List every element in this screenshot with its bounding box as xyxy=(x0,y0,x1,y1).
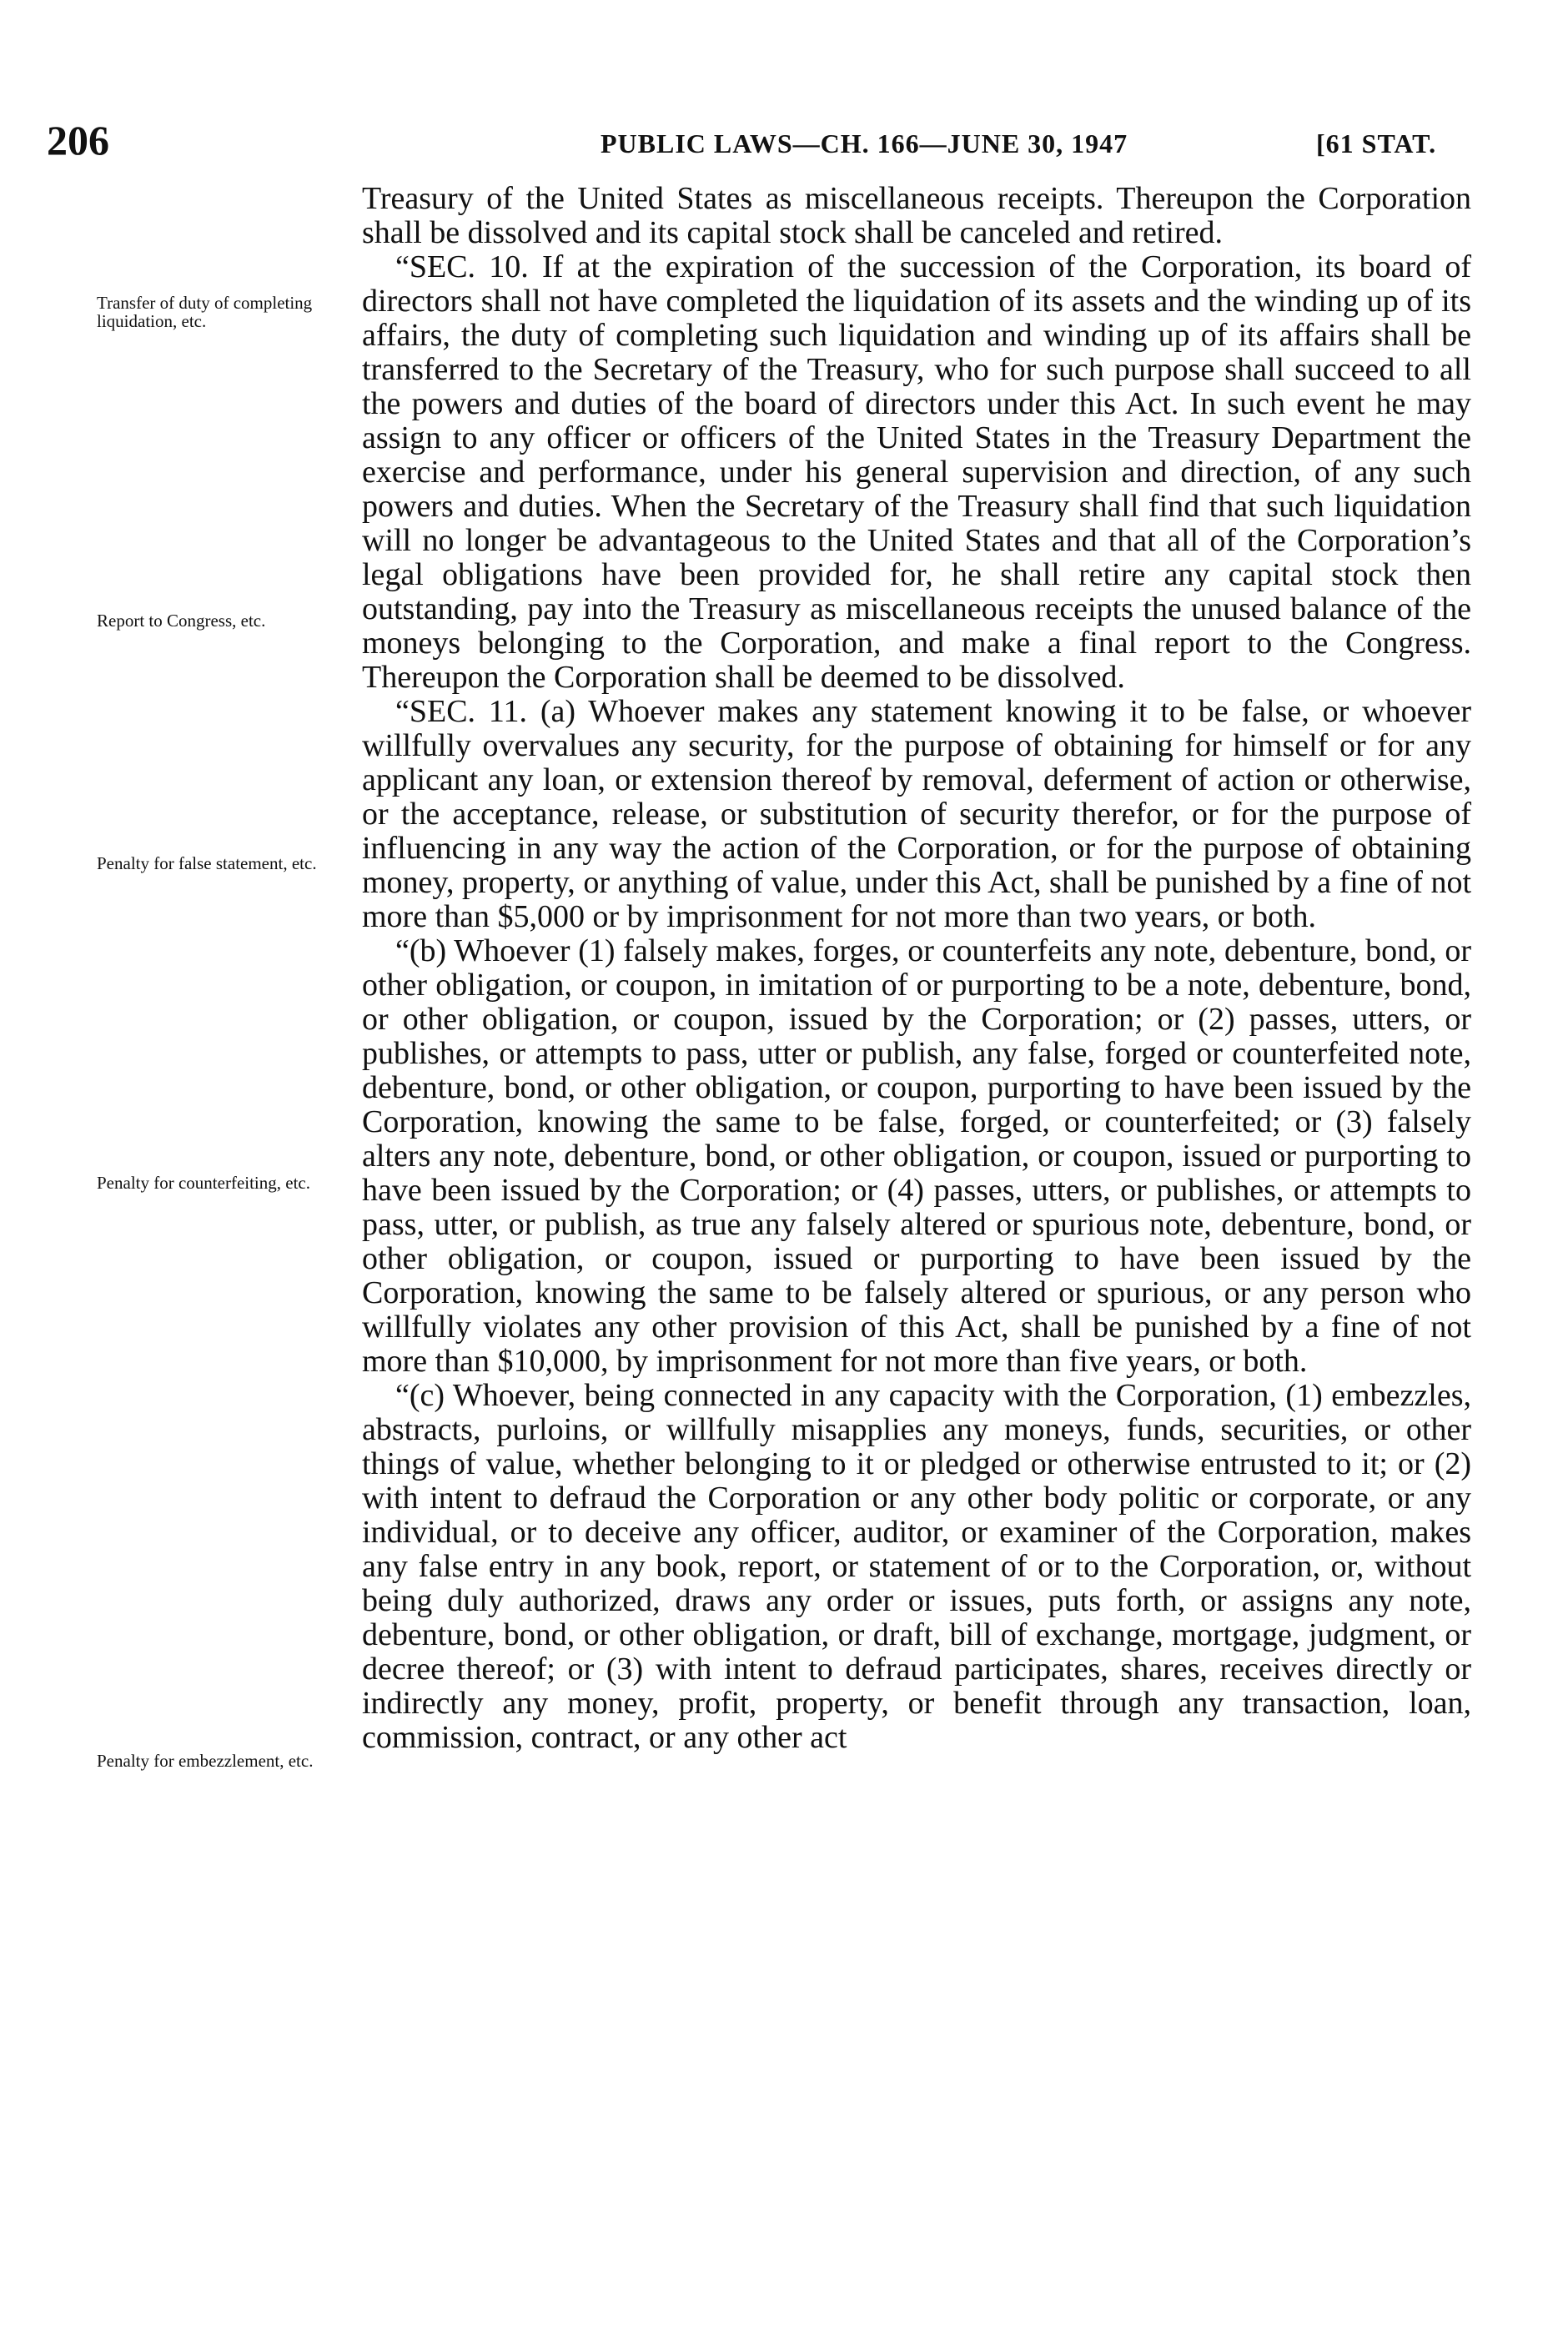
paragraph-sec-10: “SEC. 10. If at the expiration of the succession of the Corporation, its board of directors shall not have completed the liquidation of its assets and the winding up of its affairs, the duty of completing such liquidation and winding up of its affairs shall be transferred to the Secretary of the Treasury, who for such purpose shall succeed to all the powers and duties of the board of directors under this Act. In such event he may assign to any officer or officers of the United States in the Treasury Department the exercise and performance, under his general supervision and direction, of any such powers and duties. When the Secretary of the Treasury shall find that such liquidation will no longer be advantageous to the United States and that all of the Corporation’s legal obligations have been provided for, he shall retire any capital stock then outstanding, pay into the Treasury as miscellaneous receipts the unused balance of the moneys belonging to the Corporation, and make a final report to the Congress. Thereupon the Corporation shall be deemed to be dissolved. xyxy=(362,249,1471,695)
running-head-volume: [61 STAT. xyxy=(1316,128,1437,158)
running-head-title: PUBLIC LAWS—CH. 166—JUNE 30, 1947 xyxy=(601,128,1128,158)
margin-note-report-to-congress: Report to Congress, etc. xyxy=(97,611,266,631)
paragraph-sec-11-b: “(b) Whoever (1) falsely makes, forges, or counterfeits any note, debenture, bond, or other obligation, or coupon, in imitation of or purporting to be a note, debenture, bond, or other obligation, or coupon, issued by the Corporation; or (2) passes, utters, or publishes, or attempts to pass, utter or publish, any false, forged or counterfeited note, debenture, bond, or other obligation, or coupon, purporting to have been issued by the Corporation, knowing the same to be false, forged, or counterfeited; or (3) falsely alters any note, debenture, bond, or other obligation, or coupon, issued or purporting to have been issued by the Corporation; or (4) passes, utters, or publishes, or attempts to pass, utter, or publish, as true any falsely altered or spurious note, debenture, bond, or other obligation, or coupon, issued or purporting to have been issued by the Corporation, knowing the same to be falsely altered or spurious, or any person who willfully violates any other provision of this Act, shall be punished by a fine of not more than $10,000, by imprisonment for not more than five years, or both. xyxy=(362,933,1471,1379)
margin-note-transfer-of-duty: Transfer of duty of completing liquidation, etc. xyxy=(97,293,313,331)
paragraph-sec-11-c: “(c) Whoever, being connected in any capacity with the Corporation, (1) embezzles, abstracts, purloins, or willfully misapplies any moneys, funds, securities, or other things of value, whether belonging to it or pledged or otherwise entrusted to it; or (2) with intent to defraud the Corporation or any other body politic or corporate, or any individual, or to deceive any officer, auditor, or examiner of the Corporation, makes any false entry in any book, report, or statement of or to the Corporation, or, without being duly authorized, draws any order or issues, puts forth, or assigns any note, debenture, bond, or other obligation, or draft, bill of exchange, mortgage, judgment, or decree thereof; or (3) with intent to defraud participates, shares, receives directly or indirectly any money, profit, property, or benefit through any transaction, loan, commission, contract, or any other act xyxy=(362,1378,1471,1755)
margin-note-embezzlement: Penalty for embezzlement, etc. xyxy=(97,1751,314,1771)
paragraph-treasury-receipts: Treasury of the United States as miscellaneous receipts. Thereupon the Corporation shall be dissolved and its capital stock shall be canceled and retired. xyxy=(362,181,1471,250)
running-head xyxy=(0,115,1568,165)
page-number: 206 xyxy=(47,117,109,163)
margin-note-counterfeiting: Penalty for counterfeiting, etc. xyxy=(97,1173,310,1193)
margin-note-false-statement: Penalty for false statement, etc. xyxy=(97,853,317,873)
body-text xyxy=(362,182,1471,1755)
paragraph-sec-11-a: “SEC. 11. (a) Whoever makes any statement knowing it to be false, or whoever willfully overvalues any security, for the purpose of obtaining for himself or for any applicant any loan, or extension thereof by removal, deferment of action or otherwise, or the acceptance, release, or substitution of security therefor, or for the purpose of influencing in any way the action of the Corporation, or for the purpose of obtaining money, property, or anything of value, under this Act, shall be punished by a fine of not more than $5,000 or by imprisonment for not more than two years, or both. xyxy=(362,694,1471,934)
